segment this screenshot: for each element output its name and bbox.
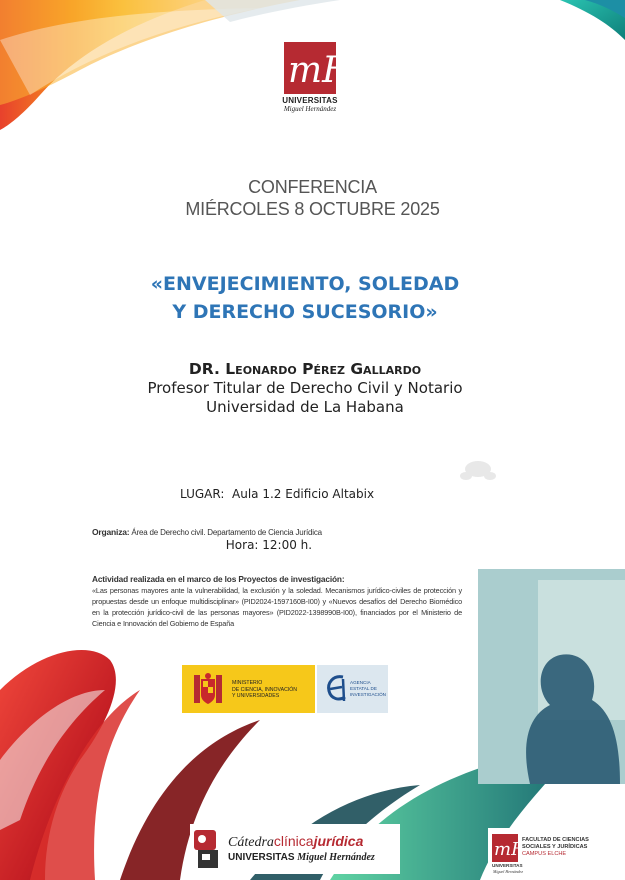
speaker-name-line [0, 360, 610, 379]
catedra-mh-text: Miguel Hernández [297, 852, 375, 863]
faculty-mh-letters: mH [494, 839, 527, 860]
event-type: CONFERENCIA [248, 177, 377, 197]
speaker-prefix: DR. [188, 360, 226, 378]
speaker-affiliation: Universidad de La Habana [206, 398, 404, 416]
catedra-logo [190, 824, 400, 874]
catedra-word: Cátedra [228, 835, 274, 850]
faculty-line-1: FACULTAD DE CIENCIAS [522, 837, 589, 843]
aei-logo-icon [323, 673, 349, 705]
logo-university-text: UNIVERSITAS [282, 96, 338, 105]
clinica-word: clínica [273, 833, 314, 849]
faculty-line-2: SOCIALES Y JURÍDICAS [522, 843, 588, 850]
faculty-university-text: UNIVERSITAS [492, 863, 523, 868]
speaker-name: Leonardo Pérez Gallardo [225, 360, 422, 378]
organizer-line [92, 527, 322, 537]
faculty-campus: CAMPUS ELCHE [522, 850, 567, 857]
ministry-logo [182, 665, 315, 713]
venue-block [180, 452, 374, 571]
faculty-text [522, 837, 589, 857]
venue-place: LUGAR: Aula 1.2 Edificio Altabix [180, 487, 375, 501]
catedra-title [228, 833, 363, 851]
agency-logo [317, 665, 388, 713]
agency-line-2: ESTATAL DE [350, 686, 377, 691]
agency-line-1: AGENCIA [350, 680, 371, 685]
catedra-logo-icon [194, 830, 224, 870]
mh-logo-letters: mH [288, 50, 354, 91]
organizer-text: Área de Derecho civil. Departamento de Ciencia Jurídica [129, 528, 322, 537]
agency-text [350, 680, 386, 698]
activity-body: «Las personas mayores ante la vulnerabilidad, la exclusión y la soledad. Mecanismos jurídico-civiles de protección y propuestas desde un enfoque multidisciplinar» (PID2024-1597160B-I00) y «Nuevos desafíos del Derecho Biomédico en la protección jurídico-civil de las personas mayores» (PID2022-1398990B-I00), financiados por el Ministerio de Ciencia e Innovación del Gobierno de España [92, 586, 462, 628]
logo-subtitle-text: Miguel Hernández [283, 105, 337, 113]
activity-paragraph [92, 574, 462, 629]
speaker-block [0, 360, 610, 417]
ministry-text [232, 680, 297, 700]
activity-heading: Actividad realizada en el marco de los Proyectos de investigación: [92, 574, 345, 584]
title-line-1: «ENVEJECIMIENTO, SOLEDAD [150, 273, 460, 295]
ministry-line-3: Y UNIVERSIDADES [232, 693, 280, 699]
faculty-mh-icon [492, 834, 527, 862]
catedra-uni-text: UNIVERSITAS [228, 852, 298, 863]
event-header [0, 176, 625, 220]
conference-title [0, 270, 610, 326]
university-logo [260, 42, 360, 122]
ministry-line-1: MINISTERIO [232, 680, 263, 686]
faculty-logo [488, 828, 606, 876]
juridica-word: jurídica [313, 833, 364, 849]
ministry-line-2: DE CIENCIA, INNOVACIÓN [232, 686, 298, 693]
speaker-role: Profesor Titular de Derecho Civil y Notario [147, 379, 463, 397]
event-date: MIÉRCOLES 8 OCTUBRE 2025 [185, 199, 440, 219]
venue-time: Hora: 12:00 h. [180, 538, 313, 552]
mh-logo-mark [284, 42, 354, 94]
spain-coat-of-arms-icon [190, 671, 226, 707]
organizer-label: Organiza: [92, 527, 130, 537]
catedra-university [228, 852, 375, 863]
faculty-subtitle-text: Miguel Hernández [493, 869, 523, 874]
agency-line-3: INVESTIGACIÓN [350, 692, 386, 697]
title-line-2: Y DERECHO SUCESORIO» [172, 301, 438, 323]
